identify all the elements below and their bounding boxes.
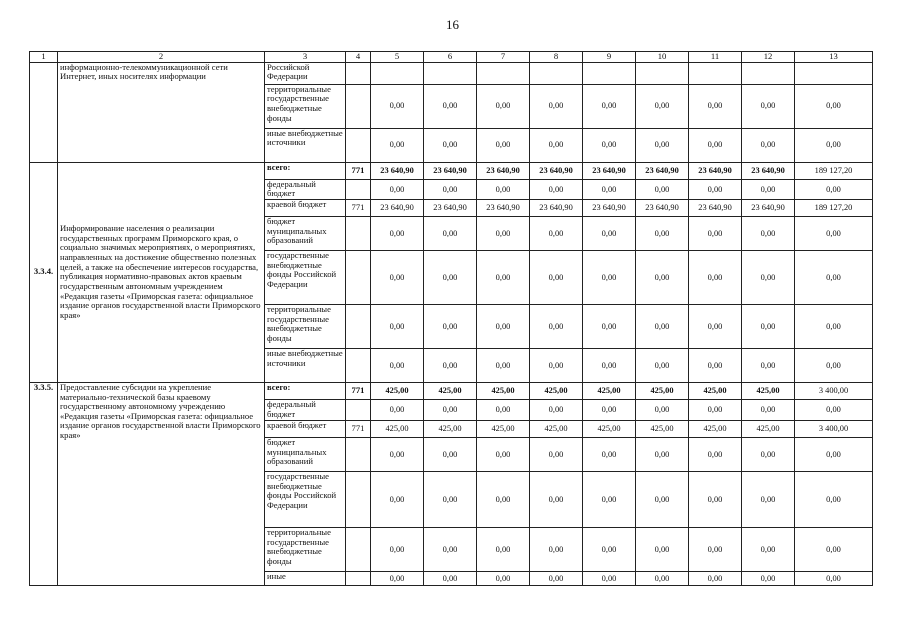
budget-table	[29, 51, 873, 586]
year-value: 23 640,90	[583, 199, 636, 216]
year-value: 0,00	[424, 84, 477, 128]
year-value: 425,00	[583, 420, 636, 437]
year-value: 0,00	[530, 304, 583, 348]
year-value: 0,00	[636, 399, 689, 420]
year-value: 23 640,90	[371, 199, 424, 216]
year-value: 23 640,90	[583, 162, 636, 179]
year-value: 425,00	[583, 382, 636, 399]
funding-source: иные внебюджетные источники	[265, 348, 346, 382]
column-number-11: 11	[689, 52, 742, 63]
year-value: 0,00	[742, 437, 795, 471]
year-value: 0,00	[371, 179, 424, 199]
year-value: 0,00	[530, 348, 583, 382]
funding-source: бюджет муниципальных образований	[265, 437, 346, 471]
year-value: 23 640,90	[477, 199, 530, 216]
year-value: 0,00	[689, 179, 742, 199]
column-number-8: 8	[530, 52, 583, 63]
year-value: 0,00	[583, 250, 636, 304]
year-value: 0,00	[583, 128, 636, 162]
item-description: Предоставление субсидии на укрепление материально-технической базы краевому государственному автономному учреждению «Редакция газеты «Приморская газета: официальное издание органов государственной власти Приморского края»	[58, 382, 265, 585]
year-value: 0,00	[636, 304, 689, 348]
year-value: 0,00	[424, 399, 477, 420]
year-value: 0,00	[583, 527, 636, 571]
item-code: 3.3.5.	[30, 382, 58, 585]
total-value: 0,00	[795, 250, 873, 304]
year-value: 0,00	[424, 471, 477, 527]
year-value: 0,00	[530, 527, 583, 571]
budget-code	[346, 250, 371, 304]
year-value: 0,00	[371, 304, 424, 348]
column-number-7: 7	[477, 52, 530, 63]
funding-source: федеральный бюджет	[265, 179, 346, 199]
year-value: 23 640,90	[636, 162, 689, 179]
year-value: 0,00	[371, 571, 424, 585]
column-number-4: 4	[346, 52, 371, 63]
column-number-row	[30, 52, 873, 63]
column-number-2: 2	[58, 52, 265, 63]
year-value: 0,00	[371, 471, 424, 527]
year-value	[636, 62, 689, 84]
year-value: 425,00	[689, 420, 742, 437]
item-description: Информирование населения о реализации государственных программ Приморского края, о социально значимых мероприятиях, о мероприятиях, направленных на достижение общественно полезных целей, а также на обеспечение интересов государства, публикация нормативно-правовых актов краевым государственным автономным учреждением «Редакция газеты «Приморская газета: официальное издание органов государственной власти Приморского края»	[58, 162, 265, 382]
year-value: 0,00	[742, 348, 795, 382]
table-row	[30, 62, 873, 84]
year-value: 0,00	[530, 216, 583, 250]
budget-code	[346, 84, 371, 128]
column-number-9: 9	[583, 52, 636, 63]
year-value: 0,00	[583, 179, 636, 199]
year-value: 0,00	[689, 128, 742, 162]
year-value: 0,00	[477, 84, 530, 128]
year-value: 425,00	[636, 382, 689, 399]
year-value	[583, 62, 636, 84]
year-value: 0,00	[477, 216, 530, 250]
year-value: 0,00	[530, 571, 583, 585]
year-value: 0,00	[583, 471, 636, 527]
year-value: 0,00	[742, 216, 795, 250]
year-value: 0,00	[371, 84, 424, 128]
funding-source: всего:	[265, 162, 346, 179]
total-value: 0,00	[795, 304, 873, 348]
total-value: 189 127,20	[795, 199, 873, 216]
year-value: 0,00	[477, 437, 530, 471]
year-value: 0,00	[424, 527, 477, 571]
year-value: 0,00	[424, 216, 477, 250]
funding-source: Российской Федерации	[265, 62, 346, 84]
year-value: 0,00	[583, 216, 636, 250]
year-value: 0,00	[742, 250, 795, 304]
budget-code	[346, 62, 371, 84]
year-value: 0,00	[371, 348, 424, 382]
year-value: 0,00	[689, 84, 742, 128]
year-value: 0,00	[689, 527, 742, 571]
funding-source: краевой бюджет	[265, 420, 346, 437]
year-value: 0,00	[583, 84, 636, 128]
year-value: 0,00	[477, 250, 530, 304]
year-value: 23 640,90	[530, 199, 583, 216]
column-number-12: 12	[742, 52, 795, 63]
budget-code	[346, 527, 371, 571]
year-value: 0,00	[742, 304, 795, 348]
year-value: 0,00	[742, 527, 795, 571]
year-value: 0,00	[636, 250, 689, 304]
year-value: 0,00	[530, 179, 583, 199]
budget-code	[346, 437, 371, 471]
total-value: 3 400,00	[795, 420, 873, 437]
year-value: 0,00	[530, 437, 583, 471]
year-value	[689, 62, 742, 84]
budget-code: 771	[346, 382, 371, 399]
year-value: 0,00	[689, 571, 742, 585]
year-value	[424, 62, 477, 84]
year-value: 0,00	[477, 471, 530, 527]
year-value: 23 640,90	[477, 162, 530, 179]
year-value: 23 640,90	[424, 162, 477, 179]
year-value	[477, 62, 530, 84]
budget-code	[346, 216, 371, 250]
year-value: 0,00	[742, 84, 795, 128]
year-value: 23 640,90	[689, 199, 742, 216]
year-value: 425,00	[742, 420, 795, 437]
year-value: 0,00	[689, 399, 742, 420]
year-value: 425,00	[371, 382, 424, 399]
year-value: 0,00	[583, 571, 636, 585]
year-value: 425,00	[371, 420, 424, 437]
budget-code: 771	[346, 420, 371, 437]
year-value: 0,00	[424, 250, 477, 304]
year-value: 0,00	[530, 399, 583, 420]
year-value: 0,00	[530, 128, 583, 162]
year-value: 0,00	[477, 128, 530, 162]
funding-source: государственные внебюджетные фонды Российской Федерации	[265, 471, 346, 527]
year-value: 0,00	[636, 471, 689, 527]
total-value: 0,00	[795, 128, 873, 162]
year-value: 0,00	[636, 84, 689, 128]
year-value: 23 640,90	[371, 162, 424, 179]
year-value	[742, 62, 795, 84]
year-value: 0,00	[477, 527, 530, 571]
total-value: 0,00	[795, 179, 873, 199]
funding-source: территориальные государственные внебюджетные фонды	[265, 84, 346, 128]
year-value: 0,00	[530, 84, 583, 128]
year-value: 0,00	[477, 571, 530, 585]
year-value: 0,00	[742, 179, 795, 199]
budget-code	[346, 304, 371, 348]
year-value: 0,00	[689, 471, 742, 527]
total-value: 0,00	[795, 527, 873, 571]
year-value: 425,00	[530, 420, 583, 437]
year-value: 0,00	[583, 399, 636, 420]
year-value: 0,00	[424, 128, 477, 162]
table-row	[30, 382, 873, 399]
year-value: 0,00	[689, 437, 742, 471]
year-value: 0,00	[636, 571, 689, 585]
year-value: 0,00	[371, 437, 424, 471]
year-value: 0,00	[583, 348, 636, 382]
year-value: 0,00	[742, 471, 795, 527]
funding-source: территориальные государственные внебюджетные фонды	[265, 527, 346, 571]
table-row	[30, 162, 873, 179]
item-description: информационно-телекоммуникационной сети Интернет, иных носителях информации	[58, 62, 265, 162]
total-value	[795, 62, 873, 84]
page-number: 16	[446, 17, 459, 32]
year-value: 0,00	[477, 179, 530, 199]
year-value: 0,00	[742, 399, 795, 420]
column-number-13: 13	[795, 52, 873, 63]
year-value: 425,00	[477, 420, 530, 437]
year-value: 0,00	[424, 179, 477, 199]
year-value: 0,00	[636, 128, 689, 162]
year-value: 0,00	[689, 250, 742, 304]
year-value: 0,00	[583, 304, 636, 348]
year-value: 0,00	[689, 348, 742, 382]
year-value: 425,00	[636, 420, 689, 437]
year-value: 0,00	[583, 437, 636, 471]
year-value: 425,00	[424, 382, 477, 399]
budget-code	[346, 399, 371, 420]
year-value: 23 640,90	[424, 199, 477, 216]
total-value: 0,00	[795, 348, 873, 382]
budget-code	[346, 179, 371, 199]
year-value: 0,00	[424, 348, 477, 382]
column-number-5: 5	[371, 52, 424, 63]
item-code	[30, 62, 58, 162]
budget-code: 771	[346, 162, 371, 179]
year-value: 0,00	[371, 527, 424, 571]
year-value: 425,00	[689, 382, 742, 399]
year-value: 0,00	[371, 128, 424, 162]
year-value: 0,00	[636, 437, 689, 471]
year-value: 0,00	[689, 216, 742, 250]
total-value: 0,00	[795, 471, 873, 527]
year-value: 0,00	[424, 571, 477, 585]
column-number-10: 10	[636, 52, 689, 63]
column-number-6: 6	[424, 52, 477, 63]
budget-code	[346, 571, 371, 585]
budget-code	[346, 348, 371, 382]
year-value: 0,00	[477, 348, 530, 382]
year-value: 425,00	[477, 382, 530, 399]
funding-source: бюджет муниципальных образований	[265, 216, 346, 250]
total-value: 0,00	[795, 571, 873, 585]
year-value: 0,00	[530, 250, 583, 304]
year-value: 0,00	[477, 399, 530, 420]
total-value: 3 400,00	[795, 382, 873, 399]
year-value: 0,00	[530, 471, 583, 527]
year-value: 0,00	[742, 128, 795, 162]
year-value	[530, 62, 583, 84]
column-number-3: 3	[265, 52, 346, 63]
year-value: 0,00	[371, 250, 424, 304]
year-value: 0,00	[636, 527, 689, 571]
budget-code	[346, 128, 371, 162]
funding-source: иные внебюджетные источники	[265, 128, 346, 162]
year-value: 0,00	[636, 216, 689, 250]
year-value: 0,00	[636, 348, 689, 382]
year-value: 0,00	[424, 304, 477, 348]
year-value: 0,00	[477, 304, 530, 348]
funding-source: федеральный бюджет	[265, 399, 346, 420]
item-code: 3.3.4.	[30, 162, 58, 382]
total-value: 0,00	[795, 437, 873, 471]
year-value: 23 640,90	[689, 162, 742, 179]
funding-source: краевой бюджет	[265, 199, 346, 216]
year-value	[371, 62, 424, 84]
column-number-1: 1	[30, 52, 58, 63]
year-value: 23 640,90	[742, 162, 795, 179]
year-value: 425,00	[742, 382, 795, 399]
year-value: 425,00	[530, 382, 583, 399]
funding-source: государственные внебюджетные фонды Российской Федерации	[265, 250, 346, 304]
total-value: 0,00	[795, 399, 873, 420]
year-value: 0,00	[742, 571, 795, 585]
funding-source: территориальные государственные внебюджетные фонды	[265, 304, 346, 348]
budget-code: 771	[346, 199, 371, 216]
year-value: 0,00	[424, 437, 477, 471]
year-value: 0,00	[689, 304, 742, 348]
year-value: 425,00	[424, 420, 477, 437]
table-body	[30, 52, 873, 586]
total-value: 189 127,20	[795, 162, 873, 179]
total-value: 0,00	[795, 216, 873, 250]
year-value: 0,00	[636, 179, 689, 199]
year-value: 0,00	[371, 216, 424, 250]
year-value: 23 640,90	[636, 199, 689, 216]
year-value: 23 640,90	[742, 199, 795, 216]
total-value: 0,00	[795, 84, 873, 128]
funding-source: всего:	[265, 382, 346, 399]
year-value: 0,00	[371, 399, 424, 420]
budget-code	[346, 471, 371, 527]
funding-source: иные	[265, 571, 346, 585]
year-value: 23 640,90	[530, 162, 583, 179]
